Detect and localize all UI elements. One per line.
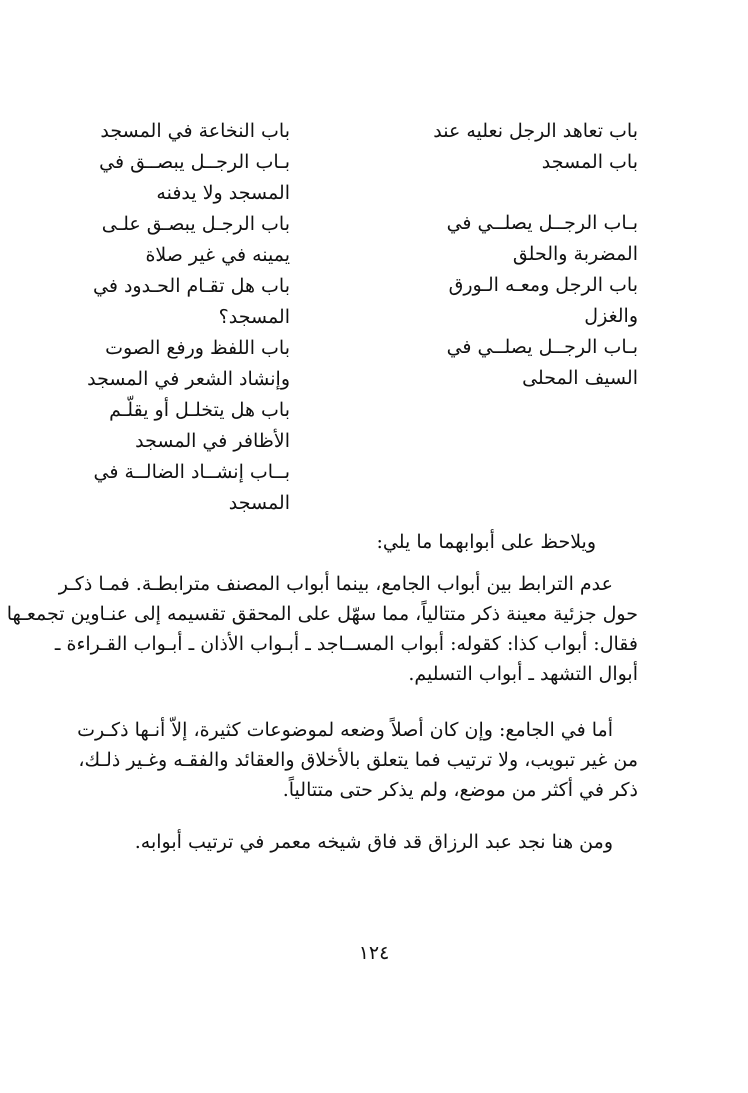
chapter-title-line: المسجد ولا يدفنه bbox=[156, 182, 290, 204]
paragraph-line: أبوال التشهد ـ أبواب التسليم. bbox=[408, 663, 638, 685]
chapter-title-line: المسجد؟ bbox=[218, 306, 290, 328]
paragraph-3 bbox=[113, 827, 638, 857]
chapter-title-line: الأظافر في المسجد bbox=[135, 430, 290, 452]
chapter-title-line: باب هل تقـام الحـدود في bbox=[93, 275, 290, 297]
paragraph-line: فقال: أبواب كذا: كقوله: أبواب المســاجد ـ أبـواب الأذان ـ أبـواب القـراءة ـ bbox=[54, 633, 638, 655]
chapter-title-line: بـاب الرجــل يصلــي في bbox=[446, 336, 638, 358]
chapter-title-line: السيف المحلى bbox=[522, 367, 638, 389]
paragraph-2 bbox=[77, 715, 638, 805]
chapter-title-line: باب الرجـل يبصـق علـى bbox=[101, 213, 290, 235]
chapter-list-right-column bbox=[433, 116, 638, 394]
paragraph-line: عدم الترابط بين أبواب الجامع، بينما أبواب المصنف مترابطـة. فمـا ذكـر bbox=[58, 573, 613, 595]
paragraph-1 bbox=[6, 569, 638, 689]
page-number: ١٢٤ bbox=[358, 942, 390, 964]
chapter-title-line: والغزل bbox=[584, 305, 638, 327]
chapter-title-line: باب هل يتخلـل أو يقلّـم bbox=[109, 399, 290, 421]
paragraph-line: حول جزئية معينة ذكر متتالياً، مما سهّل على المحقق تقسيمه إلى عنـاوين تجمعـها bbox=[6, 603, 638, 625]
chapter-title-line: باب اللفظ ورفع الصوت bbox=[105, 337, 290, 359]
chapter-title-line: يمينه في غير صلاة bbox=[145, 244, 290, 266]
chapter-title-line: المسجد bbox=[228, 492, 290, 514]
chapter-title-line: وإنشاد الشعر في المسجد bbox=[87, 368, 290, 390]
chapter-title-line: باب المسجد bbox=[541, 151, 638, 173]
chapter-title-line: باب الرجل ومعـه الـورق bbox=[448, 274, 638, 296]
chapter-title-line: باب تعاهد الرجل نعليه عند bbox=[433, 120, 638, 142]
paragraph-line: ذكر في أكثر من موضع، ولم يذكر حتى متتالياً. bbox=[282, 779, 638, 801]
intro-line: ويلاحظ على أبوابهما ما يلي: bbox=[376, 531, 596, 553]
chapter-list-left-column bbox=[87, 116, 290, 519]
column-gap bbox=[438, 178, 638, 208]
paragraph-line: ومن هنا نجد عبد الرزاق قد فاق شيخه معمر في ترتيب أبوابه. bbox=[134, 831, 613, 853]
chapter-title-line: بــاب إنشــاد الضالــة في bbox=[93, 461, 290, 483]
paragraph-line: من غير تبويب، ولا ترتيب فما يتعلق بالأخلاق والعقائد والفقـه وغـير ذلـك، bbox=[78, 749, 638, 771]
chapter-title-line: بـاب الرجــل يبصــق في bbox=[99, 151, 290, 173]
chapter-title-line: بـاب الرجــل يصلــي في bbox=[446, 212, 638, 234]
chapter-title-line: باب النخاعة في المسجد bbox=[100, 120, 290, 142]
paragraph-line: أما في الجامع: وإن كان أصلاً وضعه لموضوعات كثيرة، إلاّ أنـها ذكـرت bbox=[77, 719, 613, 741]
chapter-title-line: المضربة والحلق bbox=[512, 243, 638, 265]
